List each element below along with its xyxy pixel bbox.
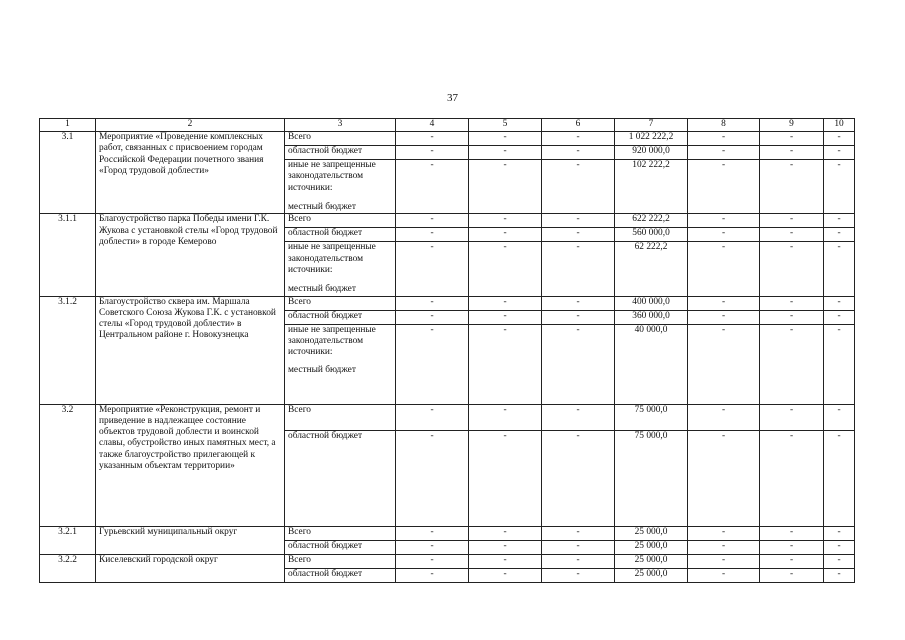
dash-cell: - (469, 404, 542, 430)
table-row (40, 296, 855, 310)
dash-cell: - (469, 228, 542, 242)
dash-cell: - (469, 554, 542, 568)
dash-cell: - (469, 430, 542, 526)
dash-cell: - (396, 160, 469, 214)
page-number: 37 (447, 92, 458, 104)
column-header: 8 (688, 119, 760, 132)
source-label: областной бюджет (285, 430, 396, 526)
source-label-other: иные не запрещенные законодательством источники: (288, 242, 376, 275)
amount-cell: 400 000,0 (615, 296, 688, 310)
dash-cell: - (688, 324, 760, 404)
amount-cell: 25 000,0 (615, 526, 688, 540)
dash-cell: - (542, 242, 615, 296)
dash-cell: - (760, 324, 824, 404)
dash-cell: - (542, 296, 615, 310)
dash-cell: - (760, 160, 824, 214)
dash-cell: - (824, 296, 855, 310)
row-number: 3.1 (40, 132, 96, 214)
dash-cell: - (469, 132, 542, 146)
dash-cell: - (469, 160, 542, 214)
dash-cell: - (688, 228, 760, 242)
dash-cell: - (542, 214, 615, 228)
source-label: областной бюджет (285, 146, 396, 160)
column-header: 4 (396, 119, 469, 132)
dash-cell: - (760, 404, 824, 430)
row-name: Киселевский городской округ (96, 554, 285, 582)
dash-cell: - (396, 430, 469, 526)
dash-cell: - (396, 526, 469, 540)
dash-cell: - (824, 526, 855, 540)
dash-cell: - (396, 214, 469, 228)
column-header: 6 (542, 119, 615, 132)
table-row (40, 404, 855, 430)
row-name: Благоустройство сквера им. Маршала Советского Союза Жукова Г.К. с установкой стелы «Город трудовой доблести» в Центральном районе г. Новокузнецка (96, 296, 285, 404)
dash-cell: - (688, 430, 760, 526)
column-header: 9 (760, 119, 824, 132)
table-row (40, 526, 855, 540)
source-label: Всего (285, 526, 396, 540)
amount-cell: 25 000,0 (615, 568, 688, 582)
source-label: Всего (285, 214, 396, 228)
column-header: 5 (469, 119, 542, 132)
dash-cell: - (760, 242, 824, 296)
dash-cell: - (760, 540, 824, 554)
amount-cell: 920 000,0 (615, 146, 688, 160)
amount-cell: 622 222,2 (615, 214, 688, 228)
dash-cell: - (688, 146, 760, 160)
dash-cell: - (824, 146, 855, 160)
amount-cell: 360 000,0 (615, 310, 688, 324)
dash-cell: - (824, 132, 855, 146)
dash-cell: - (688, 296, 760, 310)
table-row (40, 214, 855, 228)
dash-cell: - (688, 404, 760, 430)
amount-cell: 25 000,0 (615, 540, 688, 554)
dash-cell: - (824, 160, 855, 214)
dash-cell: - (396, 310, 469, 324)
source-label (285, 160, 396, 214)
dash-cell: - (824, 214, 855, 228)
dash-cell: - (542, 160, 615, 214)
row-number: 3.1.2 (40, 296, 96, 404)
dash-cell: - (396, 324, 469, 404)
dash-cell: - (760, 296, 824, 310)
dash-cell: - (396, 568, 469, 582)
row-number: 3.2.2 (40, 554, 96, 582)
dash-cell: - (396, 554, 469, 568)
dash-cell: - (396, 540, 469, 554)
amount-cell: 560 000,0 (615, 228, 688, 242)
dash-cell: - (688, 554, 760, 568)
row-name: Мероприятие «Проведение комплексных работ, связанных с присвоением городам Российской Федерации почетного звания «Город трудовой доблести» (96, 132, 285, 214)
dash-cell: - (396, 228, 469, 242)
dash-cell: - (542, 404, 615, 430)
row-number: 3.2 (40, 404, 96, 526)
dash-cell: - (542, 324, 615, 404)
amount-cell: 75 000,0 (615, 404, 688, 430)
source-label: областной бюджет (285, 568, 396, 582)
dash-cell: - (760, 568, 824, 582)
row-name: Мероприятие «Реконструкция, ремонт и приведение в надлежащее состояние объектов трудовой доблести и воинской славы, обустройство иных памятных мест, а также благоустройство прилегающей к указанным объектам территории» (96, 404, 285, 526)
dash-cell: - (542, 568, 615, 582)
dash-cell: - (824, 228, 855, 242)
budget-table (39, 118, 855, 583)
source-label: областной бюджет (285, 228, 396, 242)
dash-cell: - (688, 310, 760, 324)
dash-cell: - (542, 132, 615, 146)
header-row (40, 119, 855, 132)
column-header: 2 (96, 119, 285, 132)
column-header: 10 (824, 119, 855, 132)
dash-cell: - (688, 568, 760, 582)
column-header: 1 (40, 119, 96, 132)
dash-cell: - (396, 404, 469, 430)
source-label: областной бюджет (285, 540, 396, 554)
dash-cell: - (760, 228, 824, 242)
source-label-local: местный бюджет (288, 364, 356, 375)
amount-cell: 102 222,2 (615, 160, 688, 214)
source-label: Всего (285, 404, 396, 430)
amount-cell: 40 000,0 (615, 324, 688, 404)
dash-cell: - (760, 214, 824, 228)
dash-cell: - (688, 540, 760, 554)
dash-cell: - (469, 214, 542, 228)
dash-cell: - (824, 310, 855, 324)
dash-cell: - (760, 310, 824, 324)
source-label-local: местный бюджет (288, 202, 356, 212)
row-number: 3.1.1 (40, 214, 96, 296)
dash-cell: - (824, 324, 855, 404)
dash-cell: - (688, 160, 760, 214)
amount-cell: 1 022 222,2 (615, 132, 688, 146)
dash-cell: - (396, 296, 469, 310)
dash-cell: - (542, 430, 615, 526)
table-row (40, 554, 855, 568)
dash-cell: - (542, 310, 615, 324)
dash-cell: - (542, 554, 615, 568)
column-header: 7 (615, 119, 688, 132)
dash-cell: - (824, 404, 855, 430)
dash-cell: - (469, 242, 542, 296)
dash-cell: - (760, 430, 824, 526)
source-label (285, 324, 396, 404)
dash-cell: - (542, 146, 615, 160)
dash-cell: - (469, 540, 542, 554)
column-header: 3 (285, 119, 396, 132)
dash-cell: - (396, 132, 469, 146)
dash-cell: - (469, 526, 542, 540)
dash-cell: - (760, 146, 824, 160)
dash-cell: - (688, 214, 760, 228)
dash-cell: - (469, 146, 542, 160)
dash-cell: - (396, 146, 469, 160)
source-label: Всего (285, 296, 396, 310)
dash-cell: - (824, 430, 855, 526)
source-label: Всего (285, 132, 396, 146)
dash-cell: - (760, 554, 824, 568)
source-label-other: иные не запрещенные законодательством источники: (288, 324, 376, 358)
source-label-local: местный бюджет (288, 284, 356, 295)
dash-cell: - (824, 568, 855, 582)
row-name: Благоустройство парка Победы имени Г.К. Жукова с установкой стелы «Город трудовой доблести» в городе Кемерово (96, 214, 285, 296)
source-label: областной бюджет (285, 310, 396, 324)
source-label: Всего (285, 554, 396, 568)
dash-cell: - (760, 132, 824, 146)
dash-cell: - (542, 540, 615, 554)
dash-cell: - (542, 526, 615, 540)
dash-cell: - (688, 242, 760, 296)
row-name: Гурьевский муниципальный округ (96, 526, 285, 554)
source-label-other: иные не запрещенные законодательством источники: (288, 160, 376, 193)
dash-cell: - (824, 540, 855, 554)
dash-cell: - (688, 132, 760, 146)
dash-cell: - (469, 296, 542, 310)
dash-cell: - (469, 310, 542, 324)
amount-cell: 62 222,2 (615, 242, 688, 296)
dash-cell: - (688, 526, 760, 540)
amount-cell: 25 000,0 (615, 554, 688, 568)
amount-cell: 75 000,0 (615, 430, 688, 526)
table-row (40, 132, 855, 146)
row-number: 3.2.1 (40, 526, 96, 554)
dash-cell: - (824, 554, 855, 568)
dash-cell: - (469, 568, 542, 582)
source-label (285, 242, 396, 296)
dash-cell: - (824, 242, 855, 296)
dash-cell: - (542, 228, 615, 242)
dash-cell: - (469, 324, 542, 404)
dash-cell: - (760, 526, 824, 540)
dash-cell: - (396, 242, 469, 296)
